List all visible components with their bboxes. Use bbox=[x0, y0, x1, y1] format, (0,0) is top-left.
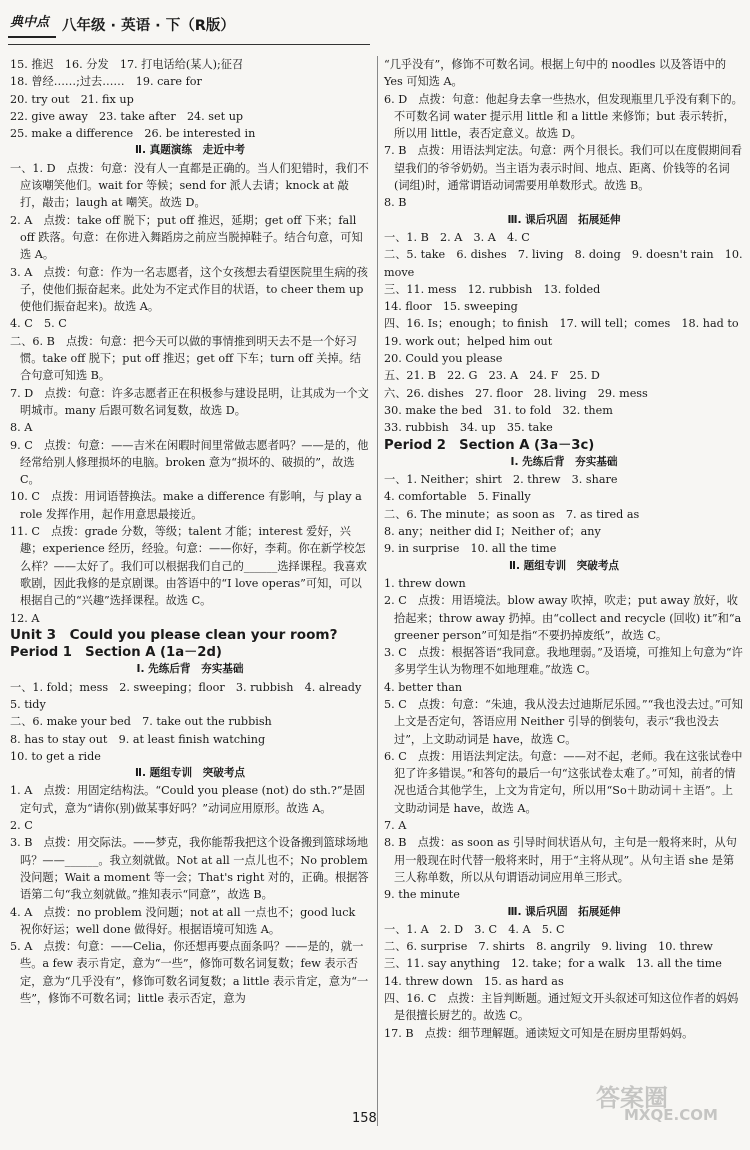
section-heading: Ⅲ. 课后巩固 拓展延伸 bbox=[507, 905, 621, 918]
answer-line: 7. A bbox=[384, 819, 407, 833]
header-rule bbox=[8, 44, 370, 45]
unit-heading: Unit 3 Could you please clean your room? bbox=[10, 626, 338, 643]
answer-line: 3. A 点拨：句意：作为一名志愿者，这个女孩想去看望医院里生病的孩子，使他们振奋起来。此处为不定式作目的状语，to cheer them up 使他们振奋起来)。故选 A。 bbox=[10, 265, 368, 314]
page-header bbox=[8, 14, 235, 40]
answer-line: 20. try out 21. fix up bbox=[10, 92, 134, 106]
answer-line: 7. B 点拨：用语法判定法。句意：两个月很长。我们可以在度假期间看望我们的爷爷奶奶。当主语为表示时间、地点、距离、价钱等的名词(词组)时，通常谓语动词需要用单数形式。故选 B。 bbox=[384, 144, 743, 193]
section-heading: Ⅲ. 课后巩固 拓展延伸 bbox=[507, 213, 621, 226]
answer-line: 25. make a difference 26. be interested in bbox=[10, 127, 256, 141]
answer-line: 二、6. surprise 7. shirts 8. angrily 9. living 10. threw bbox=[384, 940, 713, 954]
answer-line: “几乎没有”，修饰不可数名词。根据上句中的 noodles 以及答语中的 Yes 可知选 A。 bbox=[384, 58, 727, 89]
answer-line: 22. give away 23. take after 24. set up bbox=[10, 109, 244, 123]
answer-line: 6. D 点拨：句意：他起身去拿一些热水，但发现瓶里几乎没有剩下的。不可数名词 water 提示用 little 和 a little 来修饰；but 表示转折，所以用 little，表否定意义。故选 D。 bbox=[384, 92, 743, 141]
answer-line: 6. C 点拨：用语法判定法。句意：——对不起，老师。我在这张试卷中犯了许多错误。”和答句的最后一句“这张试卷太难了。”可知，前者的情况也适合其他学生，上文为肯定句，所以用“So＋助动词＋主语”。上文助动词是 have，故选 A。 bbox=[384, 749, 743, 815]
answer-line: 三、11. mess 12. rubbish 13. folded bbox=[384, 282, 601, 296]
period-heading: Period 1 Section A (1a－2d) bbox=[10, 645, 222, 661]
answer-line: 五、21. B 22. G 23. A 24. F 25. D bbox=[384, 369, 600, 383]
answer-line: 10. C 点拨：用词语替换法。make a difference 有影响，与 play a role 发挥作用，起作用意思最接近。 bbox=[10, 490, 362, 521]
answer-line: 17. B 点拨：细节理解题。通读短文可知是在厨房里帮妈妈。 bbox=[384, 1026, 694, 1040]
section-heading: Ⅱ. 真题演练 走近中考 bbox=[134, 144, 246, 157]
left-column bbox=[10, 56, 370, 1007]
answer-line: 4. better than bbox=[384, 680, 463, 694]
answer-line: 8. B 点拨：as soon as 引导时间状语从句，主句是一般将来时，从句用一般现在时代替一般将来时，用于“主将从现”。从句主语 she 是第三人称单数，所以从句谓语动词应用单三形式。 bbox=[384, 836, 737, 884]
watermark-logo: 答案圈 MXQE.COM bbox=[596, 1084, 718, 1125]
answer-line: 四、16. Is；enough；to finish 17. will tell；comes 18. had to bbox=[384, 317, 739, 331]
answer-line: 4. comfortable 5. Finally bbox=[384, 490, 531, 504]
answer-line: 9. the minute bbox=[384, 888, 460, 902]
answer-line: 8. any；neither did I；Neither of；any bbox=[384, 525, 601, 539]
answer-line: 一、1. B 2. A 3. A 4. C bbox=[384, 230, 530, 244]
answer-line: 二、6. B 点拨：句意：把今天可以做的事情推到明天去不是一个好习惯。take off 脱下；put off 推迟；get off 下车；turn off 关掉。结合句意可知选 B。 bbox=[10, 334, 361, 383]
book-title: 八年级 · 英语 · 下（R版） bbox=[62, 18, 235, 35]
answer-line: 10. to get a ride bbox=[10, 749, 101, 763]
answer-line: 19. work out；helped him out bbox=[384, 334, 553, 348]
answer-line: 二、5. take 6. dishes 7. living 8. doing 9. doesn't rain 10. move bbox=[384, 248, 743, 279]
answer-line: 9. C 点拨：句意：——吉米在闲暇时间里常做志愿者吗？——是的，他经常给别人修理损坏的电脑。broken 意为“损坏的、破损的”，故选 C。 bbox=[10, 438, 369, 487]
answer-line: 9. in surprise 10. all the time bbox=[384, 542, 557, 556]
answer-line: 一、1. D 点拨：句意：没有人一直都是正确的。当人们犯错时，我们不应该嘲笑他们。wait for 等候；send for 派人去请；knock at 敲打，敲击；laugh at 嘲笑。故选 D。 bbox=[10, 161, 369, 210]
answer-line: 15. 推迟 16. 分发 17. 打电话给(某人);征召 bbox=[10, 58, 244, 71]
answer-line: 20. Could you please bbox=[384, 352, 503, 366]
answer-line: 8. A bbox=[10, 421, 33, 435]
answer-line: 一、1. Neither；shirt 2. threw 3. share bbox=[384, 473, 618, 487]
answer-line: 二、6. The minute；as soon as 7. as tired as bbox=[384, 507, 640, 521]
answer-line: 30. make the bed 31. to fold 32. them bbox=[384, 403, 613, 417]
answer-line: 14. threw down 15. as hard as bbox=[384, 974, 564, 988]
section-heading: Ⅰ. 先练后背 夯实基础 bbox=[510, 455, 618, 468]
answer-line: 六、26. dishes 27. floor 28. living 29. mess bbox=[384, 386, 648, 400]
answer-line: 一、1. fold；mess 2. sweeping；floor 3. rubbish 4. already bbox=[10, 680, 362, 694]
answer-line: 3. B 点拨：用交际法。——梦克，我你能帮我把这个设备搬到篮球场地吗？——______。我立刻就做。Not at all 一点儿也不；No problem 没问题；Wait a moment 等一会；That's right 对的，正确。根据答语第二句“我立刻就做。”推知表示“同意”，故选 B。 bbox=[10, 836, 369, 902]
answer-line: 7. D 点拨：句意：许多志愿者正在积极参与建设昆明，让其成为一个文明城市。many 后跟可数名词复数，故选 D。 bbox=[10, 386, 369, 417]
answer-line: 三、11. say anything 12. take；for a walk 13. all the time bbox=[384, 957, 722, 971]
section-heading: Ⅰ. 先练后背 夯实基础 bbox=[136, 663, 244, 676]
answer-line: 11. C 点拨：grade 分数，等级；talent 才能；interest 爱好，兴趣；experience 经历，经验。句意：——你好，李莉。你在新学校怎么样？——太好了。我们可以根据我们自己的______选择课程。我喜欢歌剧，因此我修的是京剧课。由答语中的“I love operas”可知，可以根据自己的“兴趣”选择课程。故选 C。 bbox=[10, 525, 367, 608]
brand-logo: 典中点 bbox=[8, 16, 56, 38]
answer-line: 2. A 点拨：take off 脱下；put off 推迟，延期；get off 下来；fall off 跌落。句意：在你进入舞蹈房之前应当脱掉鞋子。结合句意，可知选 A。 bbox=[10, 213, 363, 262]
answer-line: 5. tidy bbox=[10, 697, 46, 711]
answer-line: 四、16. C 点拨：主旨判断题。通过短文开头叙述可知这位作者的妈妈是很擅长厨艺的。故选 C。 bbox=[384, 992, 739, 1023]
right-column bbox=[384, 56, 744, 1042]
section-heading: Ⅱ. 题组专训 突破考点 bbox=[134, 767, 246, 780]
answer-line: 14. floor 15. sweeping bbox=[384, 300, 518, 314]
page-number: 158 bbox=[352, 1111, 377, 1126]
answer-line: 5. A 点拨：句意：——Celia，你还想再要点面条吗？——是的，就一些。a few 表示肯定，意为“一些”，修饰可数名词复数；few 表示否定，意为“几乎没有”，修饰可数名词复数；a little 表示肯定，意为“一些”，修饰不可数名词；little 表示否定，意为 bbox=[10, 940, 369, 1006]
answer-line: 8. has to stay out 9. at least finish watching bbox=[10, 732, 266, 746]
answer-line: 2. C 点拨：用语境法。blow away 吹掉，吹走；put away 放好，收拾起来；throw away 扔掉。由“collect and recycle (回收) it”和“a greener person”可知是指“不要扔掉废纸”，故选 C。 bbox=[384, 594, 742, 642]
answer-line: 3. C 点拨：根据答语“我同意。我地理弱。”及语境，可推知上句意为“许多男学生认为物理不如地理难。”故选 C。 bbox=[384, 646, 743, 677]
answer-line: 二、6. make your bed 7. take out the rubbish bbox=[10, 715, 272, 729]
answer-line: 8. B bbox=[384, 196, 407, 210]
section-heading: Ⅱ. 题组专训 突破考点 bbox=[508, 559, 620, 572]
answer-line: 12. A bbox=[10, 611, 40, 625]
answer-line: 1. A 点拨：用固定结构法。“Could you please (not) do sth.?”是固定句式，意为“请你(别)做某事好吗？”动词应用原形。故选 A。 bbox=[10, 784, 365, 815]
answer-line: 33. rubbish 34. up 35. take bbox=[384, 421, 553, 435]
column-divider bbox=[377, 56, 378, 1126]
period-heading: Period 2 Section A (3a－3c) bbox=[384, 437, 595, 453]
answer-line: 5. C 点拨：句意：“朱迪，我从没去过迪斯尼乐园。”“我也没去过。”可知上文是否定句，答语应用 Neither 引导的倒装句，表示“我也没去过”，上文助动词是 have，故选 C。 bbox=[384, 697, 743, 746]
answer-line: 2. C bbox=[10, 819, 33, 833]
answer-line: 4. A 点拨：no problem 没问题；not at all 一点也不；good luck 祝你好运；well done 做得好。根据语境可知选 A。 bbox=[10, 905, 356, 936]
answer-line: 一、1. A 2. D 3. C 4. A 5. C bbox=[384, 922, 565, 936]
answer-line: 1. threw down bbox=[384, 576, 466, 590]
answer-line: 4. C 5. C bbox=[10, 317, 67, 331]
answer-line: 18. 曾经……;过去…… 19. care for bbox=[10, 75, 202, 89]
